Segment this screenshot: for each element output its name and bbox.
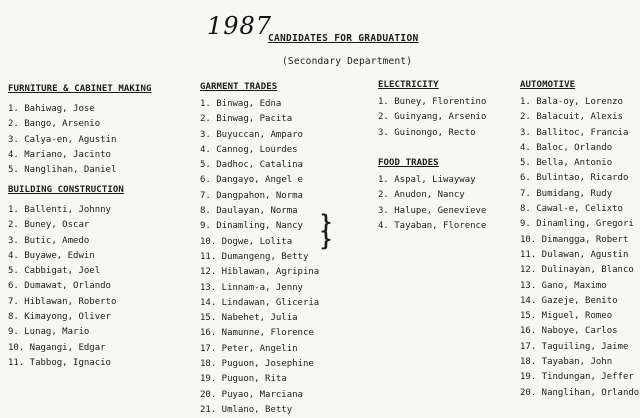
candidate-name: 6. Dangayo, Angel e (200, 175, 303, 186)
candidate-name: 1. Bala-oy, Lorenzo (520, 97, 623, 107)
candidate-name: 19. Puguon, Rita (200, 374, 287, 385)
candidate-name: 15. Miguel, Romeo (520, 311, 613, 322)
candidate-name: 3. Calya-en, Agustin (8, 134, 117, 145)
candidate-name: 7. Dangpahon, Norma (200, 190, 303, 201)
handwritten-year: 1987 (207, 12, 273, 40)
candidate-name: 3. Halupe, Genevieve (378, 205, 487, 216)
section-title: FOOD TRADES (378, 158, 439, 168)
candidate-name: 10. Dimangga, Robert (520, 234, 629, 245)
candidate-name: 16. Naboye, Carlos (520, 326, 618, 337)
section-furniture-cabinet-making (8, 84, 151, 178)
candidate-name: 5. Bella, Antonio (520, 158, 613, 169)
candidate-list (378, 173, 486, 234)
candidate-name: 3. Buyuccan, Amparo (200, 129, 303, 140)
candidate-name: 12. Hiblawan, Agripina (200, 267, 320, 278)
candidate-name: 1. Ballenti, Johnny (8, 205, 111, 215)
candidate-name: 5. Nanglihan, Daniel (8, 165, 117, 176)
candidate-name: 1. Bahiwag, Jose (8, 104, 95, 114)
candidate-list (8, 102, 151, 178)
section-building-construction (8, 185, 124, 371)
candidate-name: 2. Anudon, Nancy (378, 190, 465, 201)
candidate-name: 21. Umlano, Betty (200, 404, 293, 415)
candidate-name: 2. Bango, Arsenio (8, 119, 101, 130)
candidate-name: 13. Linnam-a, Jenny (200, 282, 303, 293)
candidate-name: 4. Buyawe, Edwin (8, 250, 95, 261)
candidate-list (200, 97, 319, 418)
candidate-name: 5. Cabbigat, Joel (8, 266, 101, 277)
candidate-name: 15. Nabehet, Julia (200, 313, 298, 324)
candidate-list (8, 203, 124, 371)
candidate-name: 17. Taguiling, Jaime (520, 341, 629, 352)
candidate-name: 18. Tayaban, John (520, 357, 613, 368)
candidate-name: 1. Binwag, Edna (200, 99, 282, 109)
candidate-name: 4. Tayaban, Florence (378, 220, 487, 231)
candidate-name: 14. Gazeje, Benito (520, 295, 618, 306)
candidate-name: 8. Kimayong, Oliver (8, 312, 111, 323)
candidate-name: 2. Guinyang, Arsenio (378, 112, 487, 123)
candidate-name: 11. Dulawan, Agustin (520, 249, 629, 260)
candidate-name: 4. Baloc, Orlando (520, 142, 613, 153)
candidate-name: 1. Buney, Florentino (378, 97, 487, 107)
handwritten-brace-mark (320, 210, 333, 251)
candidate-name: 2. Balacuit, Alexis (520, 112, 623, 123)
brace-mark-bottom: } (320, 227, 333, 251)
section-food-trades (378, 158, 486, 234)
brace-mark-top: } (320, 210, 333, 234)
candidate-name: 4. Mariano, Jacinto (8, 149, 111, 160)
section-title: FURNITURE & CABINET MAKING (8, 84, 152, 94)
candidate-name: 8. Daulayan, Norma (200, 206, 298, 217)
candidate-name: 11. Dumangeng, Betty (200, 251, 309, 262)
candidate-name: 9. Lunag, Mario (8, 327, 90, 338)
section-title: GARMENT TRADES (200, 82, 278, 92)
candidate-name: 1. Aspal, Liwayway (378, 175, 476, 185)
candidate-name: 17. Peter, Angelin (200, 343, 298, 354)
candidate-name: 6. Bulintao, Ricardo (520, 173, 629, 184)
document-subtitle: (Secondary Department) (282, 56, 413, 67)
section-title: BUILDING CONSTRUCTION (8, 185, 124, 195)
candidate-name: 3. Butic, Amedo (8, 235, 90, 246)
candidate-name: 12. Dulinayan, Blanco (520, 265, 634, 276)
candidate-name: 3. Ballitoc, Francia (520, 127, 629, 138)
candidate-name: 2. Buney, Oscar (8, 220, 90, 231)
candidate-name: 2. Binwag, Pacita (200, 114, 293, 125)
candidate-name: 10. Nagangi, Edgar (8, 342, 106, 353)
section-garment-trades (200, 82, 319, 418)
section-electricity (378, 80, 486, 141)
document-title: CANDIDATES FOR GRADUATION (268, 33, 419, 44)
candidate-name: 9. Dinamling, Gregori (520, 219, 634, 230)
candidate-name: 19. Tindungan, Jeffer (520, 372, 634, 383)
section-title: AUTOMOTIVE (520, 80, 576, 90)
candidate-name: 20. Puyao, Marciana (200, 389, 303, 400)
candidate-name: 8. Cawal-e, Celixto (520, 204, 623, 215)
candidate-name: 7. Bumidang, Rudy (520, 188, 613, 199)
candidate-name: 4. Cannog, Lourdes (200, 144, 298, 155)
candidate-name: 5. Dadhoc, Catalina (200, 160, 303, 171)
candidate-list (378, 95, 486, 141)
candidate-name: 16. Namunne, Florence (200, 328, 314, 339)
candidate-name: 14. Lindawan, Gliceria (200, 297, 320, 308)
candidate-list (520, 95, 639, 401)
candidate-name: 18. Puguon, Josephine (200, 359, 314, 370)
candidate-name: 11. Tabbog, Ignacio (8, 357, 111, 368)
candidate-name: 10. Dogwe, Lolita (200, 236, 293, 247)
candidate-name: 6. Dumawat, Orlando (8, 281, 111, 292)
candidate-name: 13. Gano, Maximo (520, 280, 607, 291)
section-title: ELECTRICITY (378, 80, 439, 90)
section-automotive (520, 80, 639, 401)
candidate-name: 7. Hiblawan, Roberto (8, 296, 117, 307)
candidate-name: 9. Dinamling, Nancy (200, 221, 303, 232)
candidate-name: 20. Nanglihan, Orlando (520, 387, 640, 398)
candidate-name: 3. Guinongo, Recto (378, 127, 476, 138)
